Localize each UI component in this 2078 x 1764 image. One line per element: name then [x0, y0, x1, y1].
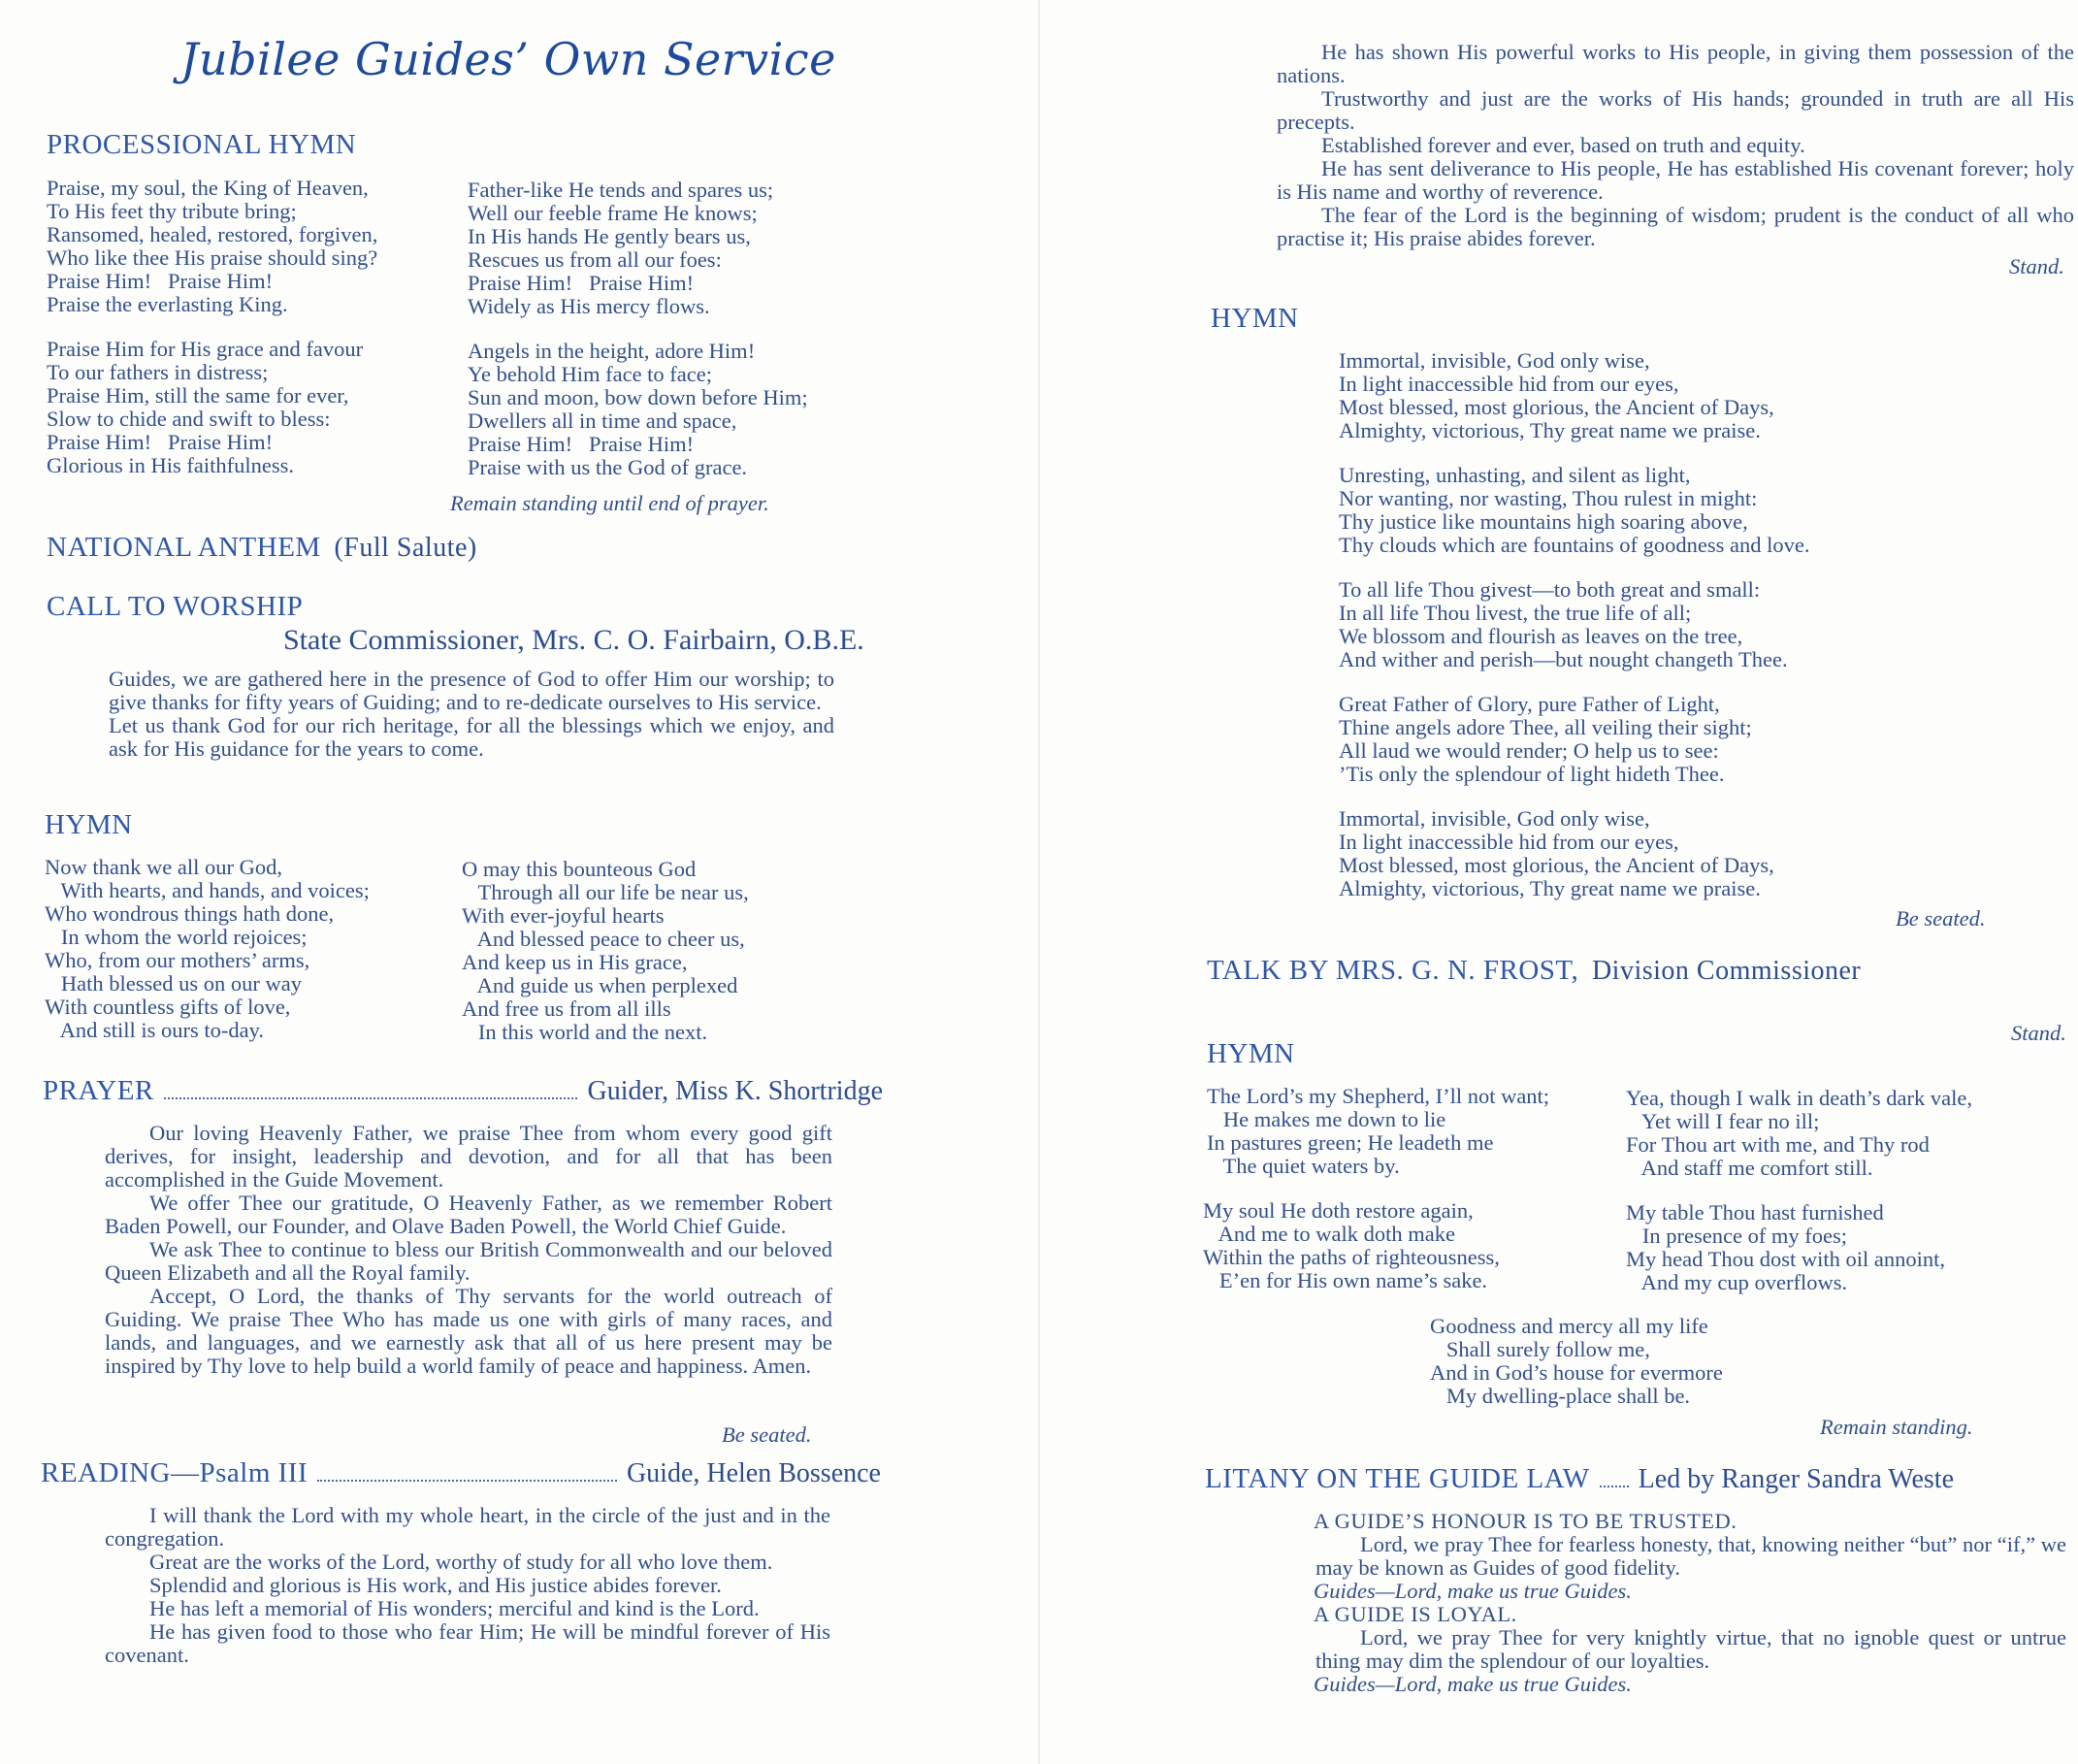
- psalm-paragraph-4: He has sent deliverance to His people, He has established His covenant forever; holy is His name and worthy of reverence.: [1277, 156, 2074, 204]
- hymn-2-verse-5: Immortal, invisible, God only wise, In light inaccessible hid from our eyes, Most blessed, most glorious, the Ancient of Days, Almighty, victorious, Thy great name we praise.: [1339, 806, 1774, 900]
- reading-paragraph-1: I will thank the Lord with my whole heart, in the circle of the just and in the congregation.: [105, 1503, 830, 1551]
- prayer-paragraph-2: We offer Thee our gratitude, O Heavenly Father, as we remember Robert Baden Powell, our Founder, and Olave Baden Powell, the World Chief Guide.: [105, 1191, 832, 1238]
- law-2-response: Guides—Lord, make us true Guides.: [1314, 1672, 1632, 1696]
- prayer-heading-row: [43, 1075, 883, 1107]
- processional-verse-2: Father-like He tends and spares us; Well our feeble frame He knows; In His hands He gently bears us, Rescues us from all our foes: Praise Him! Praise Him! Widely as His mercy flows.: [468, 178, 774, 318]
- reading-leader: Guide, Helen Bossence: [626, 1458, 881, 1488]
- reading-paragraph-4: He has left a memorial of His wonders; merciful and kind is the Lord.: [149, 1596, 760, 1620]
- call-paragraph-2: Let us thank God for our rich heritage, for all the blessings which we enjoy, and ask for His guidance for the years to come.: [109, 713, 834, 761]
- hymn-1-heading: HYMN: [45, 809, 133, 840]
- reading-paragraph-3: Splendid and glorious is His work, and His justice abides forever.: [149, 1573, 722, 1597]
- reading-paragraph-5: He has given food to those who fear Him; He will be mindful forever of His covenant.: [105, 1619, 830, 1667]
- reading-paragraph-2: Great are the works of the Lord, worthy of study for all who love them.: [149, 1550, 773, 1574]
- processional-verse-1: Praise, my soul, the King of Heaven, To His feet thy tribute bring; Ransomed, healed, restored, forgiven, Who like thee His praise should sing? Praise Him! Praise Him! Praise the everlasting King.: [47, 176, 378, 316]
- talk-direction: Stand.: [2011, 1021, 2066, 1045]
- hymn-3-verse-4: My table Thou hast furnished In presence of my foes; My head Thou dost with oil annoint, And my cup overflows.: [1626, 1200, 1945, 1294]
- call-to-worship-leader: State Commissioner, Mrs. C. O. Fairbairn, O.B.E.: [283, 624, 864, 656]
- litany-heading-row: [1205, 1463, 2074, 1495]
- national-anthem-heading: [47, 532, 477, 564]
- law-2-prayer: Lord, we pray Thee for very knightly virtue, that no ignoble quest or untrue thing may dim the splendour of our loyalties.: [1315, 1625, 2066, 1673]
- hymn-3-heading: HYMN: [1207, 1038, 1295, 1069]
- prayer-paragraph-4: Accept, O Lord, the thanks of Thy servants for the world outreach of Guiding. We praise Thee Who has made us one with girls of many races, and lands, and languages, and we earnestly ask that all of us here present may be inspired by Thy love to help build a world family of peace and happiness. Amen.: [105, 1284, 832, 1378]
- leader-dots: [317, 1474, 617, 1482]
- prayer-heading: PRAYER: [43, 1075, 154, 1106]
- processional-direction: Remain standing until end of prayer.: [450, 491, 769, 515]
- reading-heading-row: [41, 1457, 881, 1489]
- processional-hymn-heading: PROCESSIONAL HYMN: [47, 129, 357, 160]
- hymn-3-verse-5: Goodness and mercy all my life Shall surely follow me, And in God’s house for evermore My dwelling-place shall be.: [1430, 1314, 1723, 1408]
- hymn-3-verse-3: My soul He doth restore again, And me to walk doth make Within the paths of righteousness, E’en for His own name’s sake.: [1203, 1198, 1500, 1292]
- psalm-paragraph-1: He has shown His powerful works to His people, in giving them possession of the nations.: [1277, 40, 2074, 87]
- reading-text: [105, 1504, 830, 1667]
- hymn-2-verse-2: Unresting, unhasting, and silent as light, Nor wanting, nor wasting, Thou rulest in might: Thy justice like mountains high soaring above, Thy clouds which are fountains of goodness and love.: [1339, 463, 1810, 557]
- prayer-direction: Be seated.: [722, 1422, 812, 1447]
- prayer-text: [105, 1122, 832, 1378]
- litany-text: [1269, 1510, 2066, 1696]
- psalm-paragraph-2: Trustworthy and just are the works of His hands; grounded in truth are all His precepts.: [1277, 86, 2074, 134]
- hymn-2-direction: Be seated.: [1896, 906, 1986, 931]
- call-paragraph-1: Guides, we are gathered here in the presence of God to offer Him our worship; to give thanks for fifty years of Guiding; and to re-dedicate ourselves to His service.: [109, 667, 834, 714]
- processional-verse-4: Angels in the height, adore Him! Ye behold Him face to face; Sun and moon, bow down before Him; Dwellers all in time and space, Praise Him! Praise Him! Praise with us the God of grace.: [468, 339, 808, 479]
- hymn-1-verse-1: Now thank we all our God, With hearts, and hands, and voices; Who wondrous things hath done, In whom the world rejoices; Who, from our mothers’ arms, Hath blessed us on our way With countless gifts of love, And still is ours to-day.: [45, 855, 370, 1042]
- prayer-leader: Guider, Miss K. Shortridge: [587, 1076, 883, 1106]
- prayer-paragraph-3: We ask Thee to continue to bless our British Commonwealth and our beloved Queen Elizabeth and all the Royal family.: [105, 1237, 832, 1285]
- call-to-worship-text: [109, 668, 834, 761]
- talk-heading: TALK BY MRS. G. N. FROST,: [1207, 955, 1579, 986]
- leader-dots: [164, 1092, 578, 1099]
- hymn-3-verse-1: The Lord’s my Shepherd, I’ll not want; He makes me down to lie In pastures green; He leadeth me The quiet waters by.: [1207, 1084, 1550, 1178]
- national-anthem-label: NATIONAL ANTHEM: [47, 532, 321, 563]
- litany-leader: Led by Ranger Sandra Weste: [1638, 1464, 1955, 1494]
- psalm-paragraph-3: Established forever and ever, based on truth and equity.: [1321, 133, 1805, 157]
- reading-heading: READING—Psalm III: [41, 1457, 308, 1488]
- hymn-2-verse-3: To all life Thou givest—to both great and small: In all life Thou livest, the true life of all; We blossom and flourish as leaves on the tree, And wither and perish—but nought changeth Thee.: [1339, 577, 1788, 671]
- left-page: [0, 0, 1038, 1764]
- leader-dots: [1600, 1480, 1629, 1487]
- service-title: Jubilee Guides’ Own Service: [180, 33, 836, 85]
- law-1-heading: A GUIDE’S HONOUR IS TO BE TRUSTED.: [1314, 1509, 1737, 1533]
- prayer-paragraph-1: Our loving Heavenly Father, we praise Thee from whom every good gift derives, for insight, leadership and devotion, and for all that has been accomplished in the Guide Movement.: [105, 1121, 832, 1192]
- hymn-1-verse-2: O may this bounteous God Through all our life be near us, With ever-joyful hearts And blessed peace to cheer us, And keep us in His grace, And guide us when perplexed And free us from all ills In this world and the next.: [462, 857, 749, 1044]
- law-2-heading: A GUIDE IS LOYAL.: [1314, 1602, 1517, 1626]
- processional-verse-3: Praise Him for His grace and favour To our fathers in distress; Praise Him, still the same for ever, Slow to chide and swift to bless: Praise Him! Praise Him! Glorious in His faithfulness.: [47, 337, 364, 477]
- hymn-2-verse-1: Immortal, invisible, God only wise, In light inaccessible hid from our eyes, Most blessed, most glorious, the Ancient of Days, Almighty, victorious, Thy great name we praise.: [1339, 348, 1774, 442]
- talk-role: Division Commissioner: [1591, 956, 1862, 986]
- hymn-3-verse-2: Yea, though I walk in death’s dark vale, Yet will I fear no ill; For Thou art with me, and Thy rod And staff me comfort still.: [1626, 1086, 1973, 1180]
- talk-heading-row: [1207, 955, 1861, 987]
- right-page: [1040, 0, 2078, 1764]
- litany-heading: LITANY ON THE GUIDE LAW: [1205, 1463, 1590, 1494]
- call-to-worship-heading: CALL TO WORSHIP: [47, 591, 304, 622]
- hymn-3-direction: Remain standing.: [1820, 1415, 1973, 1439]
- psalm-paragraph-5: The fear of the Lord is the beginning of wisdom; prudent is the conduct of all who practise it; His praise abides forever.: [1277, 203, 2074, 250]
- law-1-response: Guides—Lord, make us true Guides.: [1314, 1579, 1632, 1603]
- hymn-2-heading: HYMN: [1211, 303, 1299, 334]
- psalm-continued-text: [1277, 41, 2074, 250]
- national-anthem-note: (Full Salute): [334, 533, 477, 563]
- hymn-2-verse-4: Great Father of Glory, pure Father of Light, Thine angels adore Thee, all veiling their sight; All laud we would render; O help us to see: ’Tis only the splendour of light hideth Thee.: [1339, 692, 1752, 786]
- psalm-direction: Stand.: [2009, 254, 2064, 278]
- law-1-prayer: Lord, we pray Thee for fearless honesty, that, knowing neither “but” nor “if,” we may be known as Guides of good fidelity.: [1315, 1532, 2066, 1580]
